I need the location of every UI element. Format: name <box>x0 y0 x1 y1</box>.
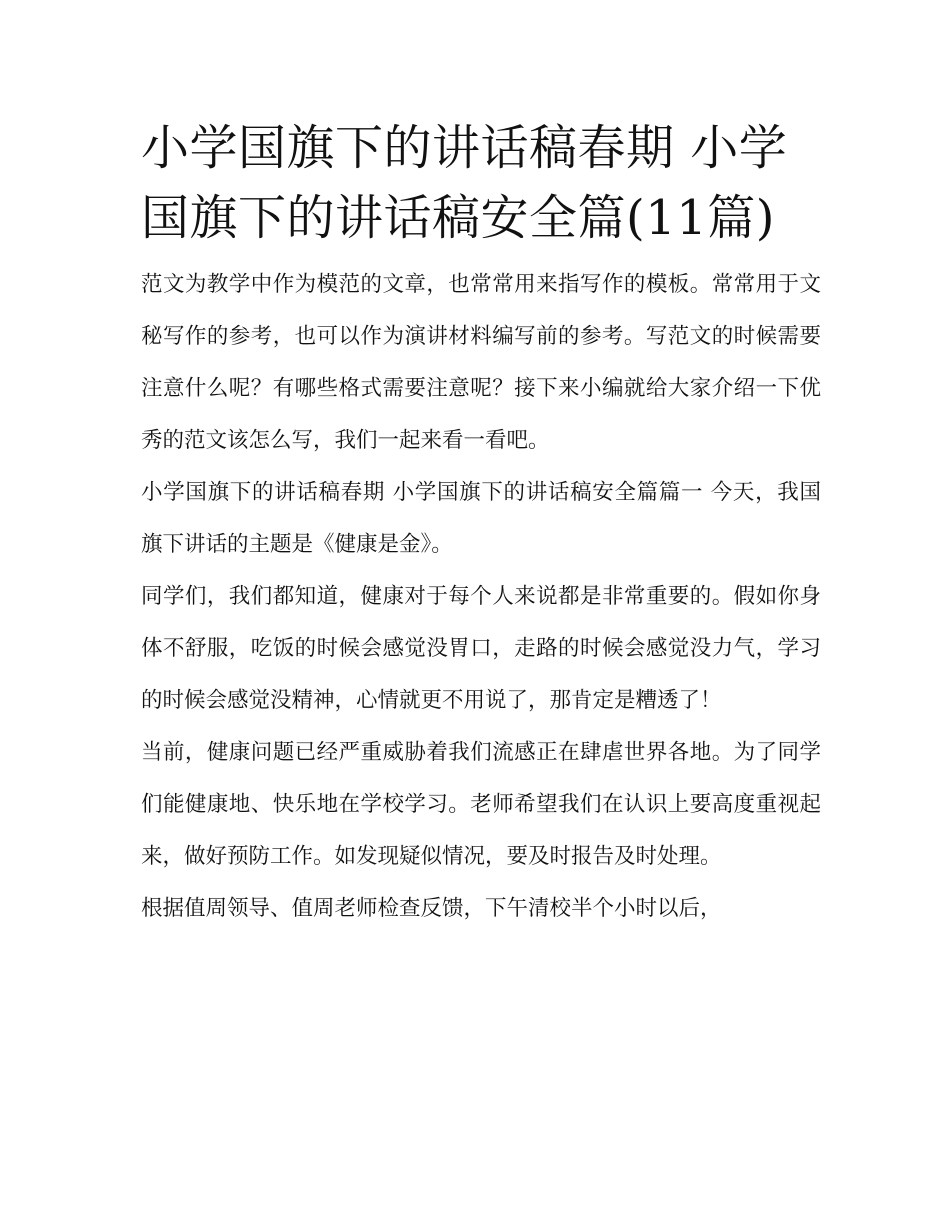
document-body <box>141 113 821 935</box>
paragraph-speech-opening: 小学国旗下的讲话稿春期 小学国旗下的讲话稿安全篇篇一 今天，我国旗下讲话的主题是《健康是金》。 <box>141 480 821 557</box>
paragraph-flu-prevention: 当前，健康问题已经严重威胁着我们流感正在肆虐世界各地。为了同学们能健康地、快乐地在学校学习。老师希望我们在认识上要高度重视起来，做好预防工作。如发现疑似情况，要及时报告及时处理。 <box>141 740 821 869</box>
paragraph-intro: 范文为教学中作为模范的文章，也常常用来指写作的模板。常常用于文秘写作的参考，也可以作为演讲材料编写前的参考。写范文的时候需要注意什么呢？有哪些格式需要注意呢？接下来小编就给大家介绍一下优秀的范文该怎么写，我们一起来看一看吧。 <box>141 272 821 453</box>
document-title: 小学国旗下的讲话稿春期 小学国旗下的讲话稿安全篇(11篇) <box>141 120 788 246</box>
paragraph-duty-feedback: 根据值周领导、值周老师检查反馈，下午清校半个小时以后， <box>141 896 722 921</box>
paragraph-health-importance: 同学们，我们都知道，健康对于每个人来说都是非常重要的。假如你身体不舒服，吃饭的时候会感觉没胃口，走路的时候会感觉没力气，学习的时候会感觉没精神，心情就更不用说了，那肯定是糟透了！ <box>141 584 821 713</box>
